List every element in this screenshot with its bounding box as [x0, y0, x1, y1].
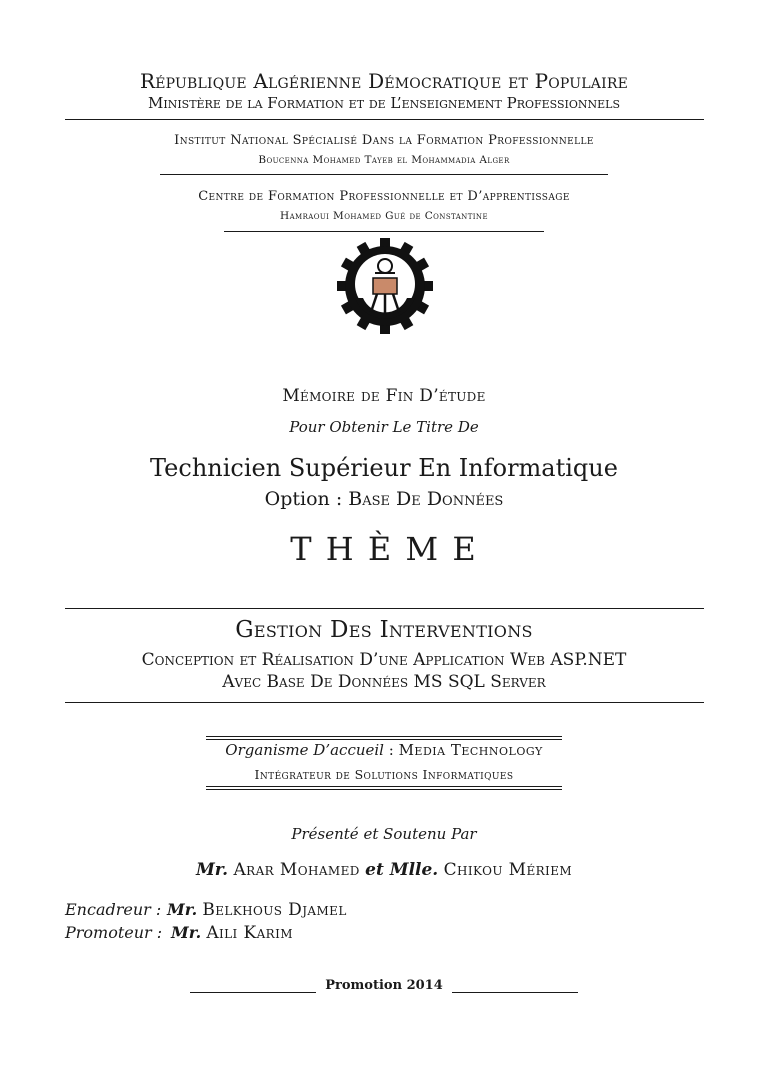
center-subheading: Hamraoui Mohamed Gué de Constantine: [280, 210, 488, 222]
authors-line: [0, 860, 768, 880]
author-joiner: et Mlle.: [365, 860, 439, 880]
center-heading: Centre de Formation Professionnelle et D’apprentissage: [198, 189, 570, 204]
theme-line-1: Conception et Réalisation D’une Application Web ASP.NET: [141, 650, 627, 670]
promoteur-name: Aili Karim: [206, 923, 293, 943]
presented-label: Présenté et Soutenu Par: [291, 825, 477, 843]
organisme-bottom-rule: [206, 786, 562, 787]
promoteur-label: Promoteur :: [65, 923, 163, 942]
header-divider: [65, 119, 704, 120]
degree-title: Technicien Supérieur En Informatique: [150, 454, 618, 482]
organisme-top-rule-2: [206, 739, 562, 740]
encadreur-label: Encadreur :: [65, 900, 162, 919]
option-line: [0, 488, 768, 510]
theme-title: Gestion Des Interventions: [235, 617, 533, 643]
promotion-right-rule: [452, 992, 578, 993]
center-divider: [224, 231, 544, 232]
memoire-subtitle: Pour Obtenir Le Titre De: [289, 418, 479, 436]
author2-name: Chikou Mériem: [443, 860, 573, 880]
ministry-heading: Ministère de la Formation et de L’enseignement Professionnels: [147, 94, 621, 112]
organisme-sep: :: [383, 741, 399, 759]
institute-divider: [160, 174, 608, 175]
republic-heading: République Algérienne Démocratique et Populaire: [139, 69, 629, 93]
organisme-line: [0, 741, 768, 759]
organisme-name: Media Technology: [398, 741, 543, 759]
encadreur-name: Belkhous Djamel: [202, 900, 347, 920]
promotion-label: Promotion 2014: [325, 978, 443, 993]
organisme-top-rule: [206, 736, 562, 737]
gear-logo-icon: [335, 236, 435, 336]
organisme-label: Organisme D’accueil: [225, 741, 384, 759]
promoteur-line: [65, 923, 293, 943]
author1-title: Mr.: [195, 860, 229, 880]
organisme-bottom-rule-2: [206, 789, 562, 790]
promoteur-title: Mr.: [171, 923, 202, 942]
institute-heading: Institut National Spécialisé Dans la Formation Professionnelle: [174, 133, 594, 148]
organisme-description: Intégrateur de Solutions Informatiques: [254, 767, 514, 782]
theme-line-2: Avec Base De Données MS SQL Server: [222, 672, 546, 692]
theme-top-divider: [65, 608, 704, 609]
memoire-title: Mémoire de Fin D’étude: [282, 386, 486, 406]
option-value: Base De Données: [348, 488, 504, 510]
theme-label: T H È M E: [290, 530, 478, 568]
author1-name: Arar Mohamed: [233, 860, 360, 880]
option-label: Option :: [264, 488, 349, 510]
theme-bottom-divider: [65, 702, 704, 703]
encadreur-line: [65, 900, 347, 920]
encadreur-title: Mr.: [167, 900, 198, 919]
institute-subheading: Boucenna Mohamed Tayeb el Mohammadia Alger: [258, 154, 510, 166]
